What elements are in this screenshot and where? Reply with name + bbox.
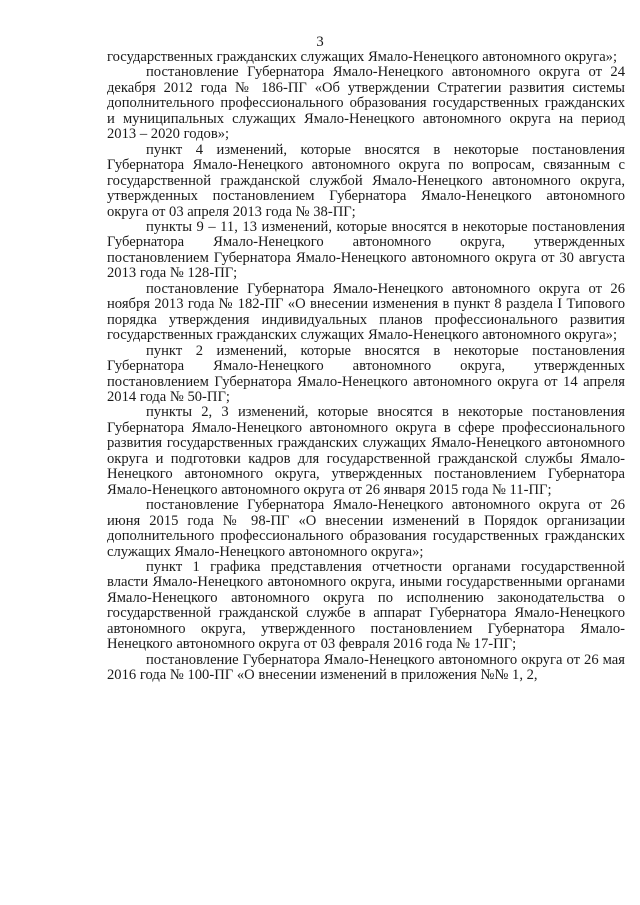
paragraph: постановление Губернатора Ямало-Ненецкого автономного округа от 26 ноября 2013 года № 182-ПГ «О внесении изменения в пункт 8 раздела I Типового порядка утверждения индивидуальных планов профессионального развития государственных гражданских служащих Ямало-Ненецкого автономного округа»; bbox=[107, 280, 625, 344]
paragraph: постановление Губернатора Ямало-Ненецкого автономного округа от 26 июня 2015 года № 98-ПГ «О внесении изменений в Порядок организации дополнительного профессионального образования государственных гражданских служащих Ямало-Ненецкого автономного округа»; bbox=[107, 497, 625, 560]
page-number: 3 bbox=[316, 34, 324, 50]
paragraph: государственных гражданских служащих Ямало-Ненецкого автономного округа»; bbox=[107, 49, 618, 65]
paragraph: пункт 4 изменений, которые вносятся в некоторые постановления Губернатора Ямало-Ненецкого автономного округа по вопросам, связанным с государственной гражданской службой Ямало-Ненецкого автономного округа, утвержденных постановлением Губернатора Ямало-Ненецкого автономного округа от 03 апреля 2013 года № 38-ПГ; bbox=[107, 141, 625, 220]
document-body bbox=[107, 50, 625, 684]
paragraph: постановление Губернатора Ямало-Ненецкого автономного округа от 26 мая 2016 года № 100-ПГ «О внесении изменений в приложения №№ 1, 2, bbox=[107, 651, 625, 684]
paragraph: пункт 1 графика представления отчетности органами государственной власти Ямало-Ненецкого автономного округа, иными государственными органами Ямало-Ненецкого автономного округа по исполнению законодательства о государственной гражданской службе в аппарат Губернатора Ямало-Ненецкого автономного округа, утвержденного постановлением Губернатора Ямало-Ненецкого автономного округа от 03 февраля 2016 года № 17-ПГ; bbox=[107, 558, 625, 653]
paragraph: пункты 9 – 11, 13 изменений, которые вносятся в некоторые постановления Губернатора Ямало-Ненецкого автономного округа, утвержденных постановлением Губернатора Ямало-Ненецкого автономного округа от 30 августа 2013 года № 128-ПГ; bbox=[107, 218, 625, 282]
paragraph: пункт 2 изменений, которые вносятся в некоторые постановления Губернатора Ямало-Ненецкого автономного округа, утвержденных постановлением Губернатора Ямало-Ненецкого автономного округа от 14 апреля 2014 года № 50-ПГ; bbox=[107, 342, 625, 405]
paragraph: пункты 2, 3 изменений, которые вносятся в некоторые постановления Губернатора Ямало-Ненецкого автономного округа в сфере профессионального развития государственных гражданских служащих Ямало-Ненецкого автономного округа и подготовки кадров для государственной гражданской службы Ямало-Ненецкого автономного округа, утвержденных постановлением Губернатора Ямало-Ненецкого автономного округа от 26 января 2015 года № 11-ПГ; bbox=[107, 404, 625, 498]
paragraph: постановление Губернатора Ямало-Ненецкого автономного округа от 24 декабря 2012 года № 186-ПГ «Об утверждении Стратегии развития системы дополнительного профессионального образования государственных гражданских и муниципальных служащих Ямало-Ненецкого автономного округа на период 2013 – 2020 годов»; bbox=[107, 64, 625, 143]
